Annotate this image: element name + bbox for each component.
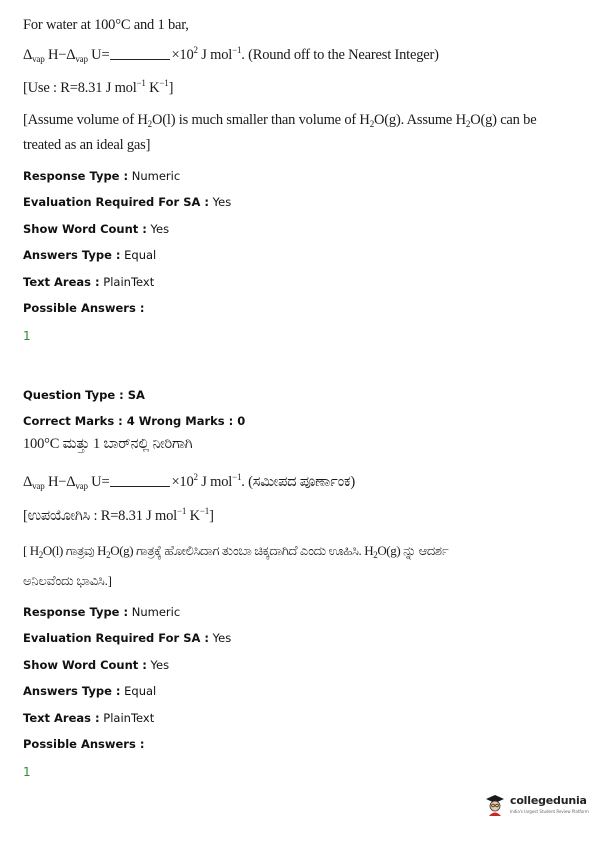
use-text: ] xyxy=(168,80,174,96)
possible-answers-row xyxy=(23,737,144,751)
q2-assume-line-2 xyxy=(23,573,112,589)
answers-type-row xyxy=(23,248,156,262)
superscript: −1 xyxy=(232,45,242,55)
response-type-row xyxy=(23,169,180,183)
formula-text: H−Δ xyxy=(44,474,76,490)
meta-key: Text Areas : xyxy=(23,275,100,289)
evaluation-row xyxy=(23,631,231,645)
marks-row xyxy=(23,414,245,428)
meta-value: PlainText xyxy=(99,711,155,725)
assume-text: ಅನಿಲವೆಂದು ಭಾವಿಸಿ.] xyxy=(23,573,112,588)
superscript: −1 xyxy=(136,78,146,88)
word-count-row xyxy=(23,222,169,236)
meta-key: Response Type : xyxy=(23,169,129,183)
formula-text: U= xyxy=(87,47,110,63)
q2-assume-line xyxy=(23,543,448,559)
possible-answer-value xyxy=(23,765,31,779)
formula-text: ×10 xyxy=(171,474,194,490)
question-type-row xyxy=(23,388,145,402)
question-type-label: Question Type : SA xyxy=(23,388,145,402)
meta-key: Possible Answers : xyxy=(23,301,145,315)
superscript: −1 xyxy=(159,78,169,88)
subscript: 2 xyxy=(147,119,152,129)
meta-key: Possible Answers : xyxy=(23,737,145,751)
assume-text: O(g). Assume H xyxy=(374,112,466,128)
logo-tagline: India's largest Student Review Platform xyxy=(510,809,589,814)
formula-text: U= xyxy=(87,474,110,490)
meta-value: Equal xyxy=(120,684,157,698)
meta-key: Response Type : xyxy=(23,605,129,619)
meta-value: Equal xyxy=(120,248,157,262)
answers-type-row xyxy=(23,684,156,698)
meta-key: Answers Type : xyxy=(23,684,121,698)
subscript: 2 xyxy=(106,550,111,560)
q1-formula-line xyxy=(23,47,439,64)
formula-unit: J mol xyxy=(197,47,233,63)
q2-formula-line xyxy=(23,474,355,491)
rounding-note: . (Round off to the Nearest Integer) xyxy=(241,47,439,63)
assume-text: O(g) ನ್ನು ಆದರ್ಶ xyxy=(377,543,449,558)
answer-value: 1 xyxy=(23,765,31,779)
possible-answers-row xyxy=(23,301,144,315)
meta-value: PlainText xyxy=(99,275,155,289)
assume-text: O(l) ಗಾತ್ರವು H xyxy=(42,543,107,558)
meta-value: Yes xyxy=(209,195,232,209)
subscript: 2 xyxy=(373,550,378,560)
q1-intro-text: For water at 100°C and 1 bar, xyxy=(23,17,189,33)
q2-line-1 xyxy=(23,436,193,453)
meta-value: Numeric xyxy=(128,605,181,619)
subscript-vap: vap xyxy=(32,481,45,491)
meta-value: Numeric xyxy=(128,169,181,183)
q1-use-line xyxy=(23,80,173,97)
meta-key: Show Word Count : xyxy=(23,658,147,672)
q1-assume-line xyxy=(23,112,536,129)
assume-text: [Assume volume of H xyxy=(23,112,148,128)
text-areas-row xyxy=(23,275,154,289)
assume-text: O(g) can be xyxy=(470,112,537,128)
answer-value: 1 xyxy=(23,329,31,343)
response-type-row xyxy=(23,605,180,619)
subscript: 2 xyxy=(38,550,43,560)
collegedunia-logo xyxy=(483,791,589,821)
answer-blank xyxy=(110,474,170,487)
meta-key: Text Areas : xyxy=(23,711,100,725)
meta-key: Answers Type : xyxy=(23,248,121,262)
use-text: K xyxy=(145,80,160,96)
subscript-vap: vap xyxy=(75,481,88,491)
assume-text: [ H xyxy=(23,543,39,558)
meta-key: Show Word Count : xyxy=(23,222,147,236)
marks-label: Correct Marks : 4 Wrong Marks : 0 xyxy=(23,414,246,428)
q1-assume-line-2 xyxy=(23,137,150,154)
q1-line-1 xyxy=(23,17,189,34)
formula-text: ×10 xyxy=(171,47,194,63)
meta-key: Evaluation Required For SA : xyxy=(23,631,210,645)
delta-symbol: Δ xyxy=(23,47,33,63)
use-text: [Use : R=8.31 J mol xyxy=(23,80,137,96)
superscript: −1 xyxy=(232,472,242,482)
use-text: K xyxy=(186,508,200,524)
delta-symbol: Δ xyxy=(23,474,33,490)
meta-value: Yes xyxy=(146,222,170,236)
meta-value: Yes xyxy=(209,631,232,645)
rounding-note: . (ಸಮೀಪದ ಪೂರ್ಣಾಂಕ) xyxy=(241,474,355,490)
meta-value: Yes xyxy=(146,658,170,672)
superscript: −1 xyxy=(177,506,187,516)
word-count-row xyxy=(23,658,169,672)
subscript-vap: vap xyxy=(75,54,88,64)
assume-text: O(l) is much smaller than volume of H xyxy=(151,112,370,128)
subscript: 2 xyxy=(465,119,471,129)
logo-brand-text: collegedunia xyxy=(510,794,587,807)
assume-text: O(g) ಗಾತ್ರಕ್ಕೆ ಹೋಲಿಸಿದಾಗ ತುಂಬಾ ಚಿಕ್ಕದಾಗಿದೆ ಎಂದು ಊಹಿಸಿ. H xyxy=(110,543,374,558)
possible-answer-value xyxy=(23,329,31,343)
formula-text: H−Δ xyxy=(44,47,76,63)
superscript: 2 xyxy=(193,472,198,482)
evaluation-row xyxy=(23,195,231,209)
subscript: 2 xyxy=(369,119,375,129)
superscript: 2 xyxy=(193,45,198,55)
superscript: −1 xyxy=(199,506,210,516)
text-areas-row xyxy=(23,711,154,725)
q2-intro-text: 100°C ಮತ್ತು 1 ಬಾರ್‌ನಲ್ಲಿ ನೀರಿಗಾಗಿ xyxy=(23,436,193,452)
answer-blank xyxy=(110,47,170,60)
meta-key: Evaluation Required For SA : xyxy=(23,195,210,209)
assume-text: treated as an ideal gas] xyxy=(23,137,151,153)
graduate-mascot-icon xyxy=(483,793,507,817)
use-text: ] xyxy=(209,508,214,524)
subscript-vap: vap xyxy=(32,54,45,64)
formula-unit: J mol xyxy=(197,474,233,490)
q2-use-line xyxy=(23,508,214,525)
use-text: [ಉಪಯೋಗಿಸಿ : R=8.31 J mol xyxy=(23,508,178,524)
